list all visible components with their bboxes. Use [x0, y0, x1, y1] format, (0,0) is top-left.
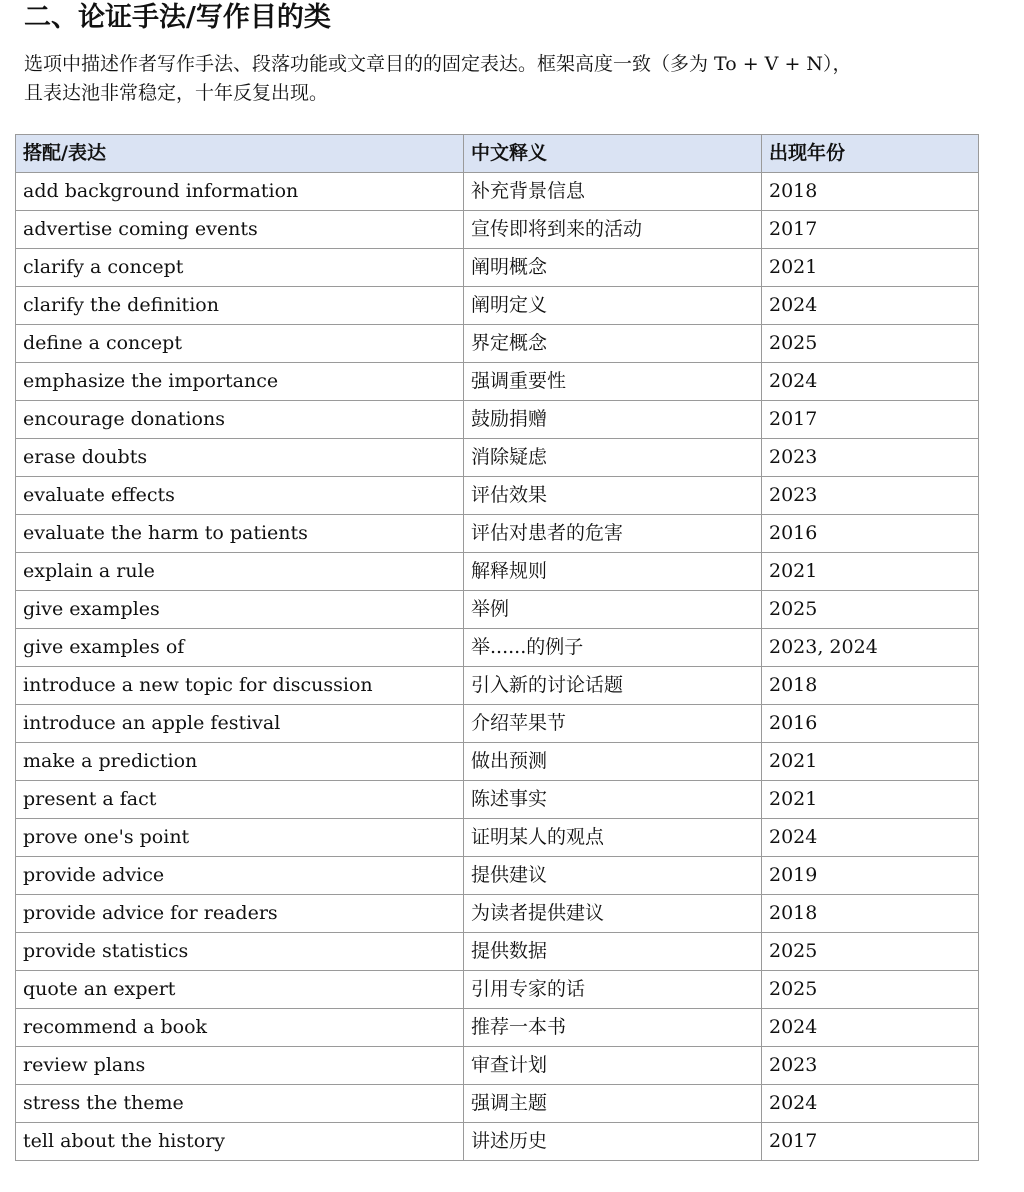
cell-expression: emphasize the importance — [16, 363, 464, 401]
cell-expression: review plans — [16, 1047, 464, 1085]
table-row — [16, 439, 979, 477]
cell-year: 2021 — [762, 781, 979, 819]
cell-expression: encourage donations — [16, 401, 464, 439]
header-meaning: 中文释义 — [464, 135, 762, 173]
table-row — [16, 781, 979, 819]
table-row — [16, 363, 979, 401]
cell-expression: make a prediction — [16, 743, 464, 781]
cell-year: 2021 — [762, 553, 979, 591]
table-row — [16, 1085, 979, 1123]
cell-meaning: 阐明概念 — [464, 249, 762, 287]
table-row — [16, 629, 979, 667]
cell-expression: evaluate the harm to patients — [16, 515, 464, 553]
cell-expression: clarify a concept — [16, 249, 464, 287]
cell-expression: evaluate effects — [16, 477, 464, 515]
cell-year: 2024 — [762, 1009, 979, 1047]
cell-expression: prove one's point — [16, 819, 464, 857]
cell-expression: provide advice for readers — [16, 895, 464, 933]
cell-year: 2018 — [762, 667, 979, 705]
cell-expression: erase doubts — [16, 439, 464, 477]
intro-paragraph — [24, 50, 999, 108]
cell-meaning: 提供数据 — [464, 933, 762, 971]
cell-meaning: 补充背景信息 — [464, 173, 762, 211]
cell-meaning: 讲述历史 — [464, 1123, 762, 1161]
table-row — [16, 515, 979, 553]
table-row — [16, 895, 979, 933]
expression-table — [15, 134, 979, 1161]
cell-year: 2024 — [762, 819, 979, 857]
cell-expression: recommend a book — [16, 1009, 464, 1047]
cell-meaning: 宣传即将到来的活动 — [464, 211, 762, 249]
cell-year: 2023 — [762, 439, 979, 477]
cell-expression: clarify the definition — [16, 287, 464, 325]
table-row — [16, 249, 979, 287]
cell-meaning: 界定概念 — [464, 325, 762, 363]
cell-expression: present a fact — [16, 781, 464, 819]
cell-year: 2018 — [762, 173, 979, 211]
cell-year: 2017 — [762, 1123, 979, 1161]
cell-meaning: 强调主题 — [464, 1085, 762, 1123]
table-row — [16, 857, 979, 895]
cell-year: 2024 — [762, 363, 979, 401]
cell-expression: stress the theme — [16, 1085, 464, 1123]
cell-expression: quote an expert — [16, 971, 464, 1009]
table-row — [16, 477, 979, 515]
cell-year: 2019 — [762, 857, 979, 895]
cell-expression: introduce a new topic for discussion — [16, 667, 464, 705]
cell-year: 2023, 2024 — [762, 629, 979, 667]
cell-meaning: 消除疑虑 — [464, 439, 762, 477]
table-row — [16, 1123, 979, 1161]
cell-year: 2018 — [762, 895, 979, 933]
cell-year: 2023 — [762, 1047, 979, 1085]
cell-meaning: 陈述事实 — [464, 781, 762, 819]
table-row — [16, 933, 979, 971]
table-row — [16, 705, 979, 743]
cell-meaning: 鼓励捐赠 — [464, 401, 762, 439]
cell-expression: give examples — [16, 591, 464, 629]
cell-year: 2017 — [762, 211, 979, 249]
cell-expression: tell about the history — [16, 1123, 464, 1161]
cell-year: 2025 — [762, 971, 979, 1009]
cell-meaning: 为读者提供建议 — [464, 895, 762, 933]
cell-meaning: 做出预测 — [464, 743, 762, 781]
cell-expression: provide statistics — [16, 933, 464, 971]
table-row — [16, 591, 979, 629]
cell-year: 2021 — [762, 743, 979, 781]
cell-meaning: 解释规则 — [464, 553, 762, 591]
cell-meaning: 提供建议 — [464, 857, 762, 895]
cell-meaning: 举例 — [464, 591, 762, 629]
cell-year: 2025 — [762, 325, 979, 363]
cell-expression: add background information — [16, 173, 464, 211]
table-row — [16, 971, 979, 1009]
cell-meaning: 强调重要性 — [464, 363, 762, 401]
cell-expression: give examples of — [16, 629, 464, 667]
table-header — [16, 135, 979, 173]
table-row — [16, 819, 979, 857]
cell-expression: explain a rule — [16, 553, 464, 591]
table-row — [16, 553, 979, 591]
cell-meaning: 证明某人的观点 — [464, 819, 762, 857]
cell-meaning: 引入新的讨论话题 — [464, 667, 762, 705]
cell-year: 2023 — [762, 477, 979, 515]
table-row — [16, 325, 979, 363]
cell-meaning: 举......的例子 — [464, 629, 762, 667]
header-expression: 搭配/表达 — [16, 135, 464, 173]
cell-expression: provide advice — [16, 857, 464, 895]
cell-year: 2024 — [762, 287, 979, 325]
cell-year: 2017 — [762, 401, 979, 439]
table-row — [16, 173, 979, 211]
cell-year: 2024 — [762, 1085, 979, 1123]
header-year: 出现年份 — [762, 135, 979, 173]
section-title: 二、论证手法/写作目的类 — [24, 2, 331, 33]
cell-meaning: 评估对患者的危害 — [464, 515, 762, 553]
header-row — [16, 135, 979, 173]
cell-meaning: 介绍苹果节 — [464, 705, 762, 743]
table-row — [16, 667, 979, 705]
cell-meaning: 引用专家的话 — [464, 971, 762, 1009]
table-row — [16, 401, 979, 439]
cell-year: 2025 — [762, 591, 979, 629]
cell-year: 2025 — [762, 933, 979, 971]
table-row — [16, 1047, 979, 1085]
table-body — [16, 173, 979, 1161]
cell-expression: introduce an apple festival — [16, 705, 464, 743]
table-row — [16, 287, 979, 325]
cell-meaning: 评估效果 — [464, 477, 762, 515]
cell-meaning: 阐明定义 — [464, 287, 762, 325]
intro-line: 且表达池非常稳定，十年反复出现。 — [24, 82, 329, 104]
table-row — [16, 743, 979, 781]
cell-year: 2021 — [762, 249, 979, 287]
table-row — [16, 1009, 979, 1047]
cell-year: 2016 — [762, 705, 979, 743]
cell-expression: define a concept — [16, 325, 464, 363]
cell-year: 2016 — [762, 515, 979, 553]
cell-meaning: 审查计划 — [464, 1047, 762, 1085]
cell-meaning: 推荐一本书 — [464, 1009, 762, 1047]
intro-line: 选项中描述作者写作手法、段落功能或文章目的的固定表达。框架高度一致（多为 To + V + N）， — [24, 53, 852, 75]
cell-expression: advertise coming events — [16, 211, 464, 249]
table-row — [16, 211, 979, 249]
